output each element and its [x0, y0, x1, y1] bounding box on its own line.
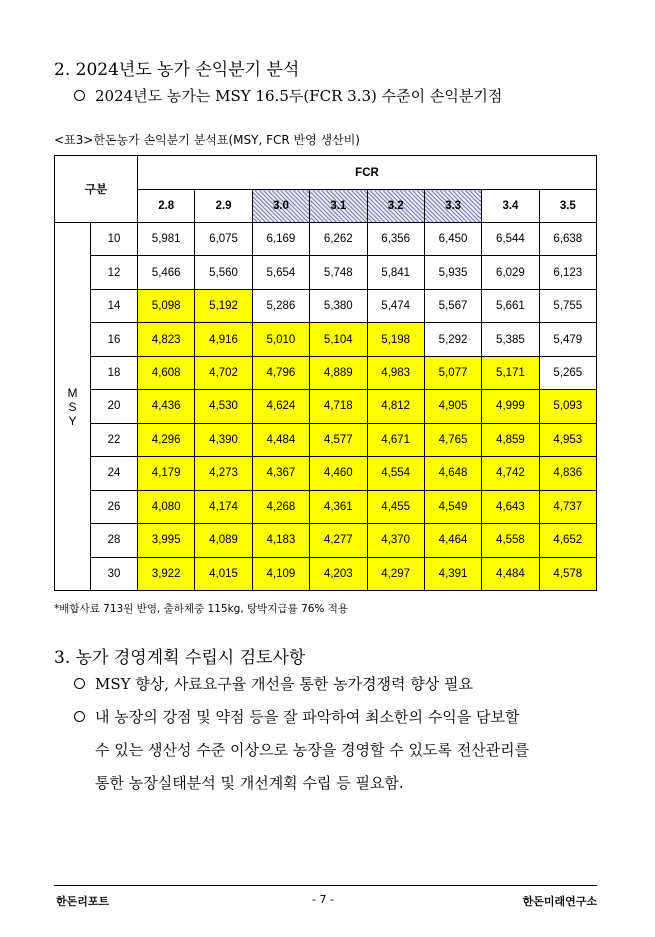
circle-bullet-icon [74, 678, 85, 689]
cost-cell: 4,273 [195, 457, 252, 490]
cost-cell: 4,361 [310, 490, 367, 523]
msy-row-label [55, 223, 91, 591]
fcr-value-header: 3.5 [539, 190, 596, 223]
cost-cell: 5,192 [195, 289, 252, 322]
fcr-header: FCR [138, 156, 597, 190]
cost-cell: 5,385 [482, 323, 539, 356]
cost-cell: 5,748 [310, 256, 367, 289]
table-row [55, 457, 597, 490]
cost-cell: 4,464 [424, 524, 481, 557]
msy-value-cell: 18 [91, 356, 138, 389]
table-row [55, 289, 597, 322]
cost-cell: 6,262 [310, 223, 367, 256]
cost-cell: 4,174 [195, 490, 252, 523]
cost-cell: 6,169 [252, 223, 309, 256]
cost-cell: 4,648 [424, 457, 481, 490]
circle-bullet-icon [74, 711, 85, 722]
section3-bullet2-line2: 수 있는 생산성 수준 이상으로 농장을 경영할 수 있도록 전산관리를 [95, 741, 530, 759]
cost-cell: 5,077 [424, 356, 481, 389]
cost-cell: 4,549 [424, 490, 481, 523]
section3-title: 3. 농가 경영계획 수립시 검토사항 [54, 648, 306, 668]
msy-label-letter: S [68, 399, 77, 414]
footer-right: 한돈미래연구소 [522, 895, 597, 908]
cost-cell: 4,484 [252, 423, 309, 456]
cost-cell: 4,999 [482, 390, 539, 423]
cost-cell: 4,297 [367, 557, 424, 590]
cost-cell: 4,558 [482, 524, 539, 557]
cost-cell: 6,029 [482, 256, 539, 289]
cost-cell: 5,286 [252, 289, 309, 322]
cost-cell: 4,652 [539, 524, 596, 557]
msy-value-cell: 28 [91, 524, 138, 557]
cost-cell: 5,841 [367, 256, 424, 289]
cost-cell: 3,995 [138, 524, 195, 557]
msy-value-cell: 16 [91, 323, 138, 356]
cost-cell: 5,466 [138, 256, 195, 289]
cost-cell: 4,296 [138, 423, 195, 456]
cost-cell: 4,916 [195, 323, 252, 356]
msy-value-cell: 30 [91, 557, 138, 590]
cost-cell: 4,643 [482, 490, 539, 523]
table-row [55, 423, 597, 456]
cost-cell: 6,356 [367, 223, 424, 256]
cost-cell: 5,981 [138, 223, 195, 256]
cost-cell: 5,661 [482, 289, 539, 322]
cost-cell: 4,367 [252, 457, 309, 490]
cost-cell: 4,080 [138, 490, 195, 523]
fcr-value-header: 2.9 [195, 190, 252, 223]
cost-cell: 4,796 [252, 356, 309, 389]
msy-value-cell: 26 [91, 490, 138, 523]
cost-cell: 5,380 [310, 289, 367, 322]
cost-cell: 5,654 [252, 256, 309, 289]
table-row [55, 390, 597, 423]
msy-value-cell: 10 [91, 223, 138, 256]
cost-cell: 4,436 [138, 390, 195, 423]
cost-cell: 4,179 [138, 457, 195, 490]
cost-cell: 4,889 [310, 356, 367, 389]
cost-cell: 4,624 [252, 390, 309, 423]
cost-cell: 6,638 [539, 223, 596, 256]
cost-cell: 4,812 [367, 390, 424, 423]
msy-label-letter: Y [68, 413, 77, 428]
table-note: *배합사료 713원 반영, 출하체중 115kg, 탕박지급률 76% 적용 [54, 603, 349, 615]
msy-label-letter: M [67, 385, 78, 400]
cost-cell: 6,075 [195, 223, 252, 256]
cost-cell: 4,742 [482, 457, 539, 490]
cost-cell: 5,198 [367, 323, 424, 356]
circle-bullet-icon [74, 90, 85, 101]
cost-cell: 4,671 [367, 423, 424, 456]
fcr-value-header: 3.0 [252, 190, 309, 223]
cost-cell: 4,203 [310, 557, 367, 590]
table-caption: <표3>한돈농가 손익분기 분석표(MSY, FCR 반영 생산비) [54, 133, 360, 147]
cost-cell: 4,455 [367, 490, 424, 523]
table-row [55, 557, 597, 590]
cost-cell: 4,737 [539, 490, 596, 523]
cost-cell: 4,702 [195, 356, 252, 389]
table-body [55, 223, 597, 591]
cost-cell: 4,370 [367, 524, 424, 557]
cost-cell: 5,755 [539, 289, 596, 322]
section2-title: 2. 2024년도 농가 손익분기 분석 [54, 60, 300, 80]
table-row [55, 524, 597, 557]
fcr-value-header: 3.4 [482, 190, 539, 223]
cost-cell: 4,460 [310, 457, 367, 490]
cost-cell: 4,718 [310, 390, 367, 423]
msy-value-cell: 22 [91, 423, 138, 456]
fcr-value-header: 2.8 [138, 190, 195, 223]
section3-bullet1 [74, 673, 473, 694]
cost-cell: 5,010 [252, 323, 309, 356]
cost-cell: 5,104 [310, 323, 367, 356]
cost-cell: 5,093 [539, 390, 596, 423]
cost-cell: 5,292 [424, 323, 481, 356]
cost-cell: 4,983 [367, 356, 424, 389]
cost-cell: 4,109 [252, 557, 309, 590]
cost-cell: 3,922 [138, 557, 195, 590]
section3-bullet2 [74, 706, 519, 727]
table-row [55, 323, 597, 356]
cost-cell: 4,530 [195, 390, 252, 423]
section3-bullet1-text: MSY 향상, 사료요구율 개선을 통한 농가경쟁력 향상 필요 [95, 675, 473, 693]
cost-cell: 5,098 [138, 289, 195, 322]
page-number: - 7 - [312, 893, 334, 906]
table-row [55, 223, 597, 256]
cost-cell: 5,567 [424, 289, 481, 322]
cost-cell: 6,450 [424, 223, 481, 256]
section2-bullet-text: 2024년도 농가는 MSY 16.5두(FCR 3.3) 수준이 손익분기점 [95, 87, 503, 105]
cost-cell: 4,277 [310, 524, 367, 557]
msy-value-cell: 14 [91, 289, 138, 322]
cost-cell: 5,935 [424, 256, 481, 289]
table-row [55, 256, 597, 289]
fcr-value-header: 3.2 [367, 190, 424, 223]
cost-cell: 4,268 [252, 490, 309, 523]
cost-cell: 4,015 [195, 557, 252, 590]
msy-value-cell: 20 [91, 390, 138, 423]
cost-cell: 4,836 [539, 457, 596, 490]
cost-cell: 4,554 [367, 457, 424, 490]
fcr-value-header: 3.3 [424, 190, 481, 223]
cost-cell: 4,823 [138, 323, 195, 356]
cost-cell: 5,479 [539, 323, 596, 356]
cost-cell: 4,765 [424, 423, 481, 456]
header-corner: 구분 [55, 156, 138, 223]
cost-cell: 4,390 [195, 423, 252, 456]
section3-bullet2-line3: 통한 농장실태분석 및 개선계획 수립 등 필요함. [95, 774, 404, 792]
msy-value-cell: 12 [91, 256, 138, 289]
cost-cell: 5,171 [482, 356, 539, 389]
section3-bullet2-line1: 내 농장의 강점 및 약점 등을 잘 파악하여 최소한의 수익을 담보할 [95, 708, 520, 726]
cost-cell: 4,484 [482, 557, 539, 590]
table-row [55, 490, 597, 523]
cost-cell: 4,089 [195, 524, 252, 557]
cost-cell: 4,183 [252, 524, 309, 557]
footer-divider [54, 885, 597, 886]
cost-cell: 6,123 [539, 256, 596, 289]
fcr-value-header: 3.1 [310, 190, 367, 223]
cost-cell: 4,391 [424, 557, 481, 590]
footer-left: 한돈리포트 [56, 895, 110, 908]
cost-cell: 6,544 [482, 223, 539, 256]
cost-cell: 5,474 [367, 289, 424, 322]
msy-value-cell: 24 [91, 457, 138, 490]
table-row [55, 356, 597, 389]
cost-cell: 4,608 [138, 356, 195, 389]
cost-cell: 4,953 [539, 423, 596, 456]
cost-cell: 5,265 [539, 356, 596, 389]
section2-bullet [74, 85, 502, 106]
cost-cell: 4,905 [424, 390, 481, 423]
breakeven-table [54, 155, 597, 591]
cost-cell: 4,577 [310, 423, 367, 456]
cost-cell: 4,578 [539, 557, 596, 590]
cost-cell: 4,859 [482, 423, 539, 456]
cost-cell: 5,560 [195, 256, 252, 289]
